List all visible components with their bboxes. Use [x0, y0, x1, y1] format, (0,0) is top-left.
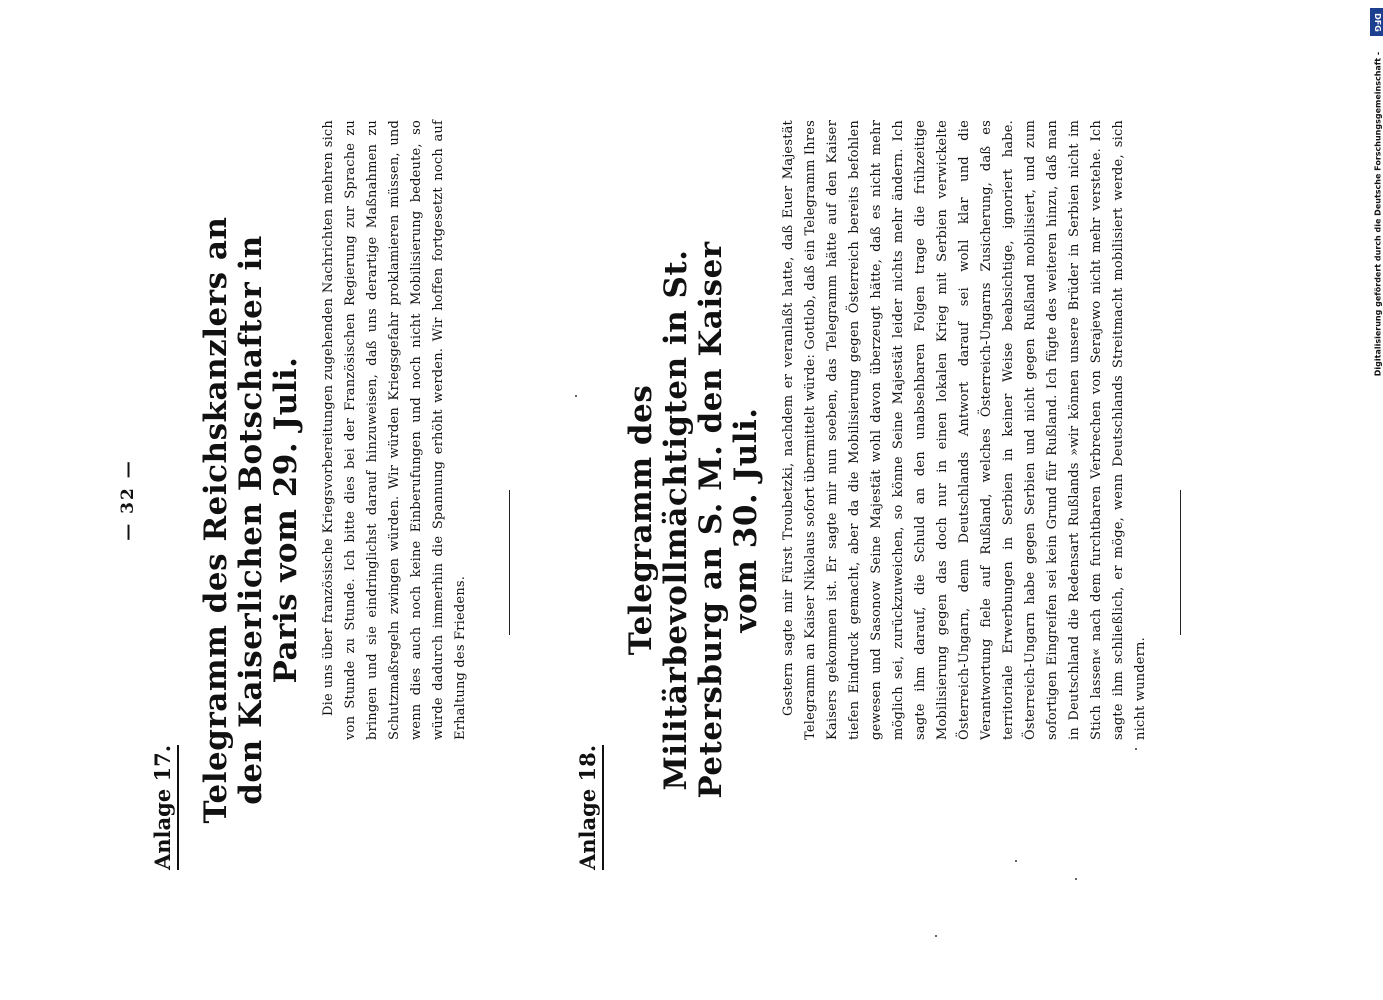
digitization-credit [1369, 34, 1383, 394]
section-divider [1180, 490, 1181, 635]
scan-speck [1135, 748, 1137, 750]
appendix-title: Telegramm des Militärbevollmächtigten in St. Petersburg an S. M. den Kaiser vom 30. Juli. [623, 241, 764, 799]
scan-speck [1075, 878, 1077, 880]
scan-speck [935, 935, 937, 937]
appendix-label: Anlage 17. [150, 745, 179, 870]
digitization-credit-text: Digitalisierung gefördert durch die Deutsche Forschungsgemeinschaft - [1373, 51, 1383, 377]
appendix-18 [575, 120, 1152, 890]
section-divider [509, 490, 510, 635]
appendix-label: Anlage 18. [575, 745, 604, 870]
appendix-body: Gestern sagte mir Fürst Troubetzki, nachdem er veranlaßt hatte, daß Euer Majestät Telegramm an Kaiser Nikolaus sofort übermittelt würde: Gottlob, daß ein Telegramm Ihres Kaisers gekommen ist. Er sagte mir nun soeben, das Telegramm hätte auf den Kaiser tiefen Eindruck gemacht, aber da die Mobilisierung gegen Österreich bereits befohlen gewesen und Sasonow Seine Majestät wohl davon überzeugt hätte, daß es nicht mehr möglich sei, zurückzuweichen, so könne Seine Majestät leider nichts mehr ändern. Ich sagte ihm darauf, die Schuld an den unabsehbaren Folgen trage die frühzeitige Mobilisierung gegen das doch nur in einen lokalen Krieg mit Serbien verwickelte Österreich-Ungarn, denn Deutschlands Antwort darauf sei wohl klar und die Verantwortung fiele auf Rußland, welches Österreich-Ungarns Zusicherung, daß es territoriale Erwerbungen in Serbien in keiner Weise beabsichtige, ignoriert habe. Österreich-Ungarn habe gegen Serbien und nicht gegen Rußland mobilisiert, und zum sofortigen Eingreifen sei kein Grund für Rußland. Ich fügte des weiteren hinzu, daß man in Deutschland die Redensart Rußlands »wir können unsere Brüder in Serbien nicht im Stich lassen« nach dem furchtbaren Verbrechen von Serajewo nicht mehr verstehe. Ich sagte ihm schließlich, er möge, wenn Deutschlands Streitmacht mobilisiert werde, sich nicht wundern. [781, 120, 1148, 740]
scanned-page [110, 110, 1270, 890]
appendix-17 [150, 120, 472, 890]
dfg-logo-text: DFG [1372, 12, 1382, 32]
scan-speck [575, 395, 577, 397]
dfg-logo [1370, 8, 1383, 36]
appendix-title: Telegramm des Reichskanzlers an den Kaiserlichen Botschafter in Paris vom 29. Juli. [198, 216, 304, 824]
scan-speck [1015, 860, 1017, 862]
appendix-body: Die uns über französische Kriegsvorbereitungen zugehenden Nachrichten mehren sich von Stunde zu Stunde. Ich bitte dies bei der Französischen Regierung zur Sprache zu bringen und sie eindringlichst darauf hinzuweisen, daß uns derartige Maßnahmen zu Schutzmaßregeln zwingen würden. Wir würden Kriegsgefahr proklamieren müssen, und wenn dies auch noch keine Einberufungen und noch nicht Mobilisierung bedeute, so würde dadurch immerhin die Spannung erhöht werden. Wir hoffen fortgesetzt noch auf Erhaltung des Friedens. [321, 120, 468, 740]
page-number: — 32 — [118, 459, 138, 541]
